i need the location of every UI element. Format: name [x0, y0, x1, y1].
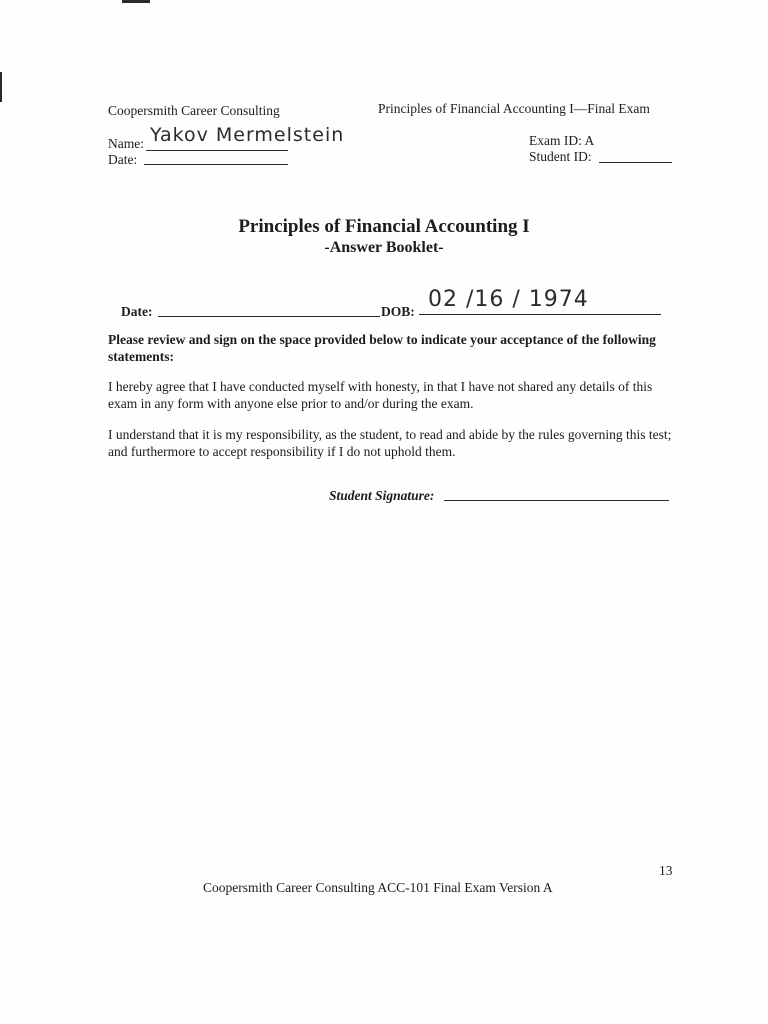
exam-id: Exam ID: A: [529, 133, 595, 148]
signature-label: Student Signature:: [329, 488, 435, 503]
header-date-line: [144, 164, 288, 165]
responsibility-statement: I understand that it is my responsibility, as the student, to read and abide by the rules governing this test; and furthermore to accept responsibility if I do not uphold them.: [108, 427, 672, 459]
exam-title-header: Principles of Financial Accounting I—Final Exam: [378, 101, 650, 116]
dob-label: DOB:: [381, 304, 415, 319]
booklet-title: Principles of Financial Accounting I: [238, 216, 530, 237]
booklet-subtitle: -Answer Booklet-: [324, 239, 444, 256]
name-line: [146, 150, 288, 151]
handwritten-dob: 02 /16 / 1974: [428, 287, 589, 312]
footer-text: Coopersmith Career Consulting ACC-101 Final Exam Version A: [203, 880, 553, 895]
name-label: Name:: [108, 136, 144, 151]
student-id-label: Student ID:: [529, 149, 592, 164]
date-line: [158, 316, 380, 317]
handwritten-name: Yakov Mermelstein: [150, 124, 345, 146]
scan-artifact-left: [0, 72, 2, 102]
page-number: 13: [659, 863, 673, 878]
scan-artifact-top: [122, 0, 150, 3]
company-name: Coopersmith Career Consulting: [108, 103, 280, 118]
student-id-line: [599, 162, 672, 163]
instructions: Please review and sign on the space provided below to indicate your acceptance of the following statements:: [108, 332, 656, 364]
signature-line: [444, 500, 669, 501]
dob-line: [419, 314, 661, 315]
honesty-statement: I hereby agree that I have conducted myself with honesty, in that I have not shared any details of this exam in any form with anyone else prior to and/or during the exam.: [108, 379, 653, 411]
date-label: Date:: [121, 304, 153, 319]
header-date-label: Date:: [108, 152, 138, 167]
